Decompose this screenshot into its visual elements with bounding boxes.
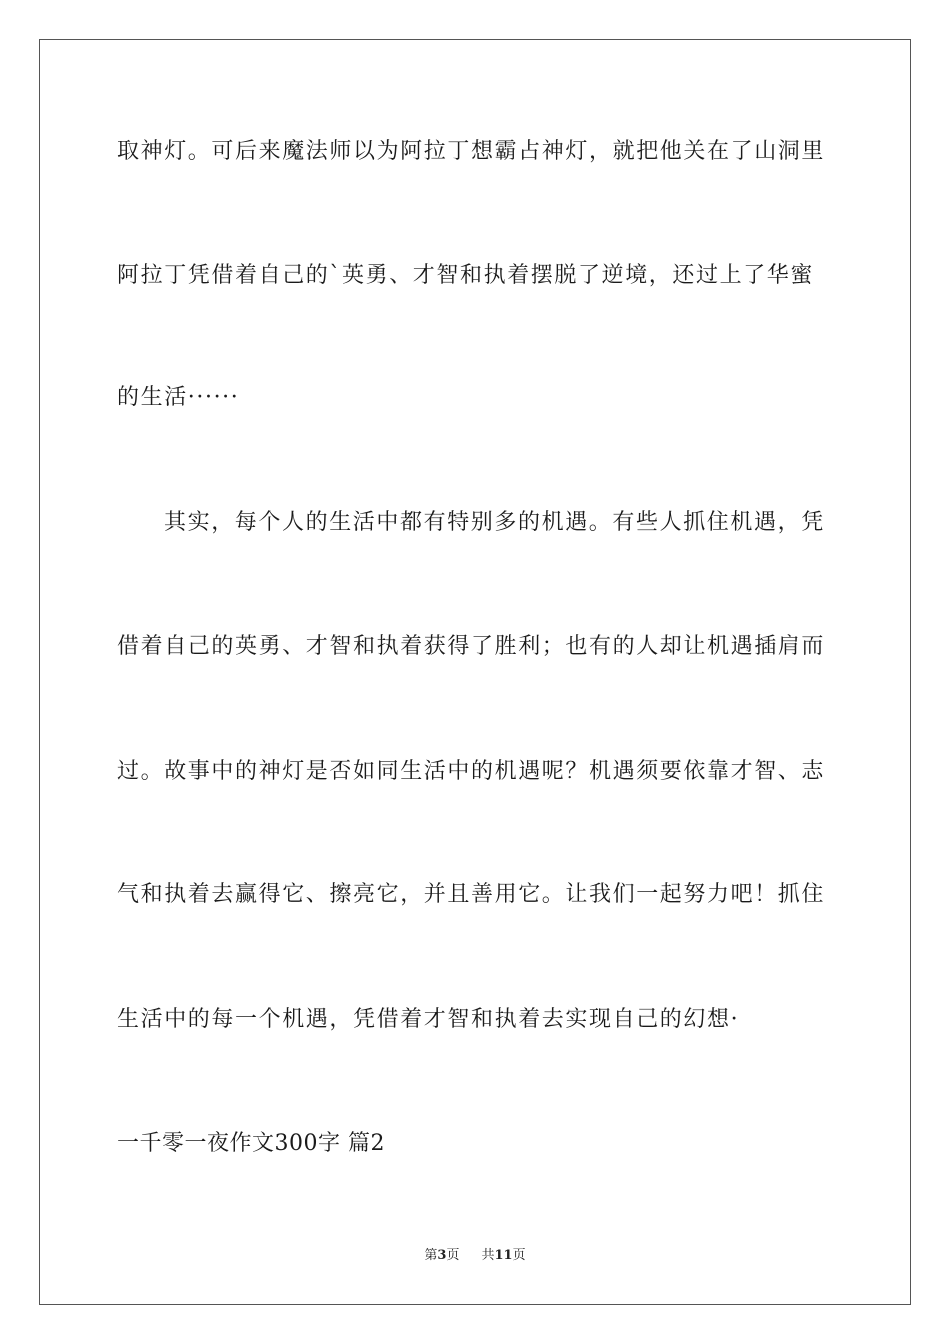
footer-page-suffix: 页 [446,1248,460,1263]
footer-page-number: 3 [437,1248,447,1263]
footer-page-prefix: 第 [424,1248,438,1263]
page-footer [0,1247,950,1265]
paragraph-1-line-1: 取神灯。可后来魔法师以为阿拉丁想霸占神灯，就把他关在了山洞里 [117,139,826,164]
paragraph-2-line-3: 过。故事中的神灯是否如同生活中的机遇呢？机遇须要依靠才智、志 [117,759,826,784]
paragraph-2-line-1: 其实，每个人的生活中都有特别多的机遇。有些人抓住机遇，凭 [164,510,825,535]
footer-total-suffix: 页 [512,1248,526,1263]
section-heading: 一千零一夜作文300字 篇2 [117,1131,385,1156]
paragraph-1-line-2: 阿拉丁凭借着自己的`英勇、才智和执着摆脱了逆境，还过上了华蜜 [117,263,815,288]
paragraph-2-line-2: 借着自己的英勇、才智和执着获得了胜利；也有的人却让机遇插肩而 [117,634,826,659]
paragraph-2-line-4: 气和执着去赢得它、擦亮它，并且善用它。让我们一起努力吧！抓住 [117,882,826,907]
page-border [39,39,911,1305]
footer-total-prefix: 共 [481,1248,495,1263]
footer-total-pages: 11 [494,1248,513,1263]
paragraph-1-line-3: 的生活······ [117,385,240,410]
paragraph-2-line-5: 生活中的每一个机遇，凭借着才智和执着去实现自己的幻想· [117,1007,740,1032]
